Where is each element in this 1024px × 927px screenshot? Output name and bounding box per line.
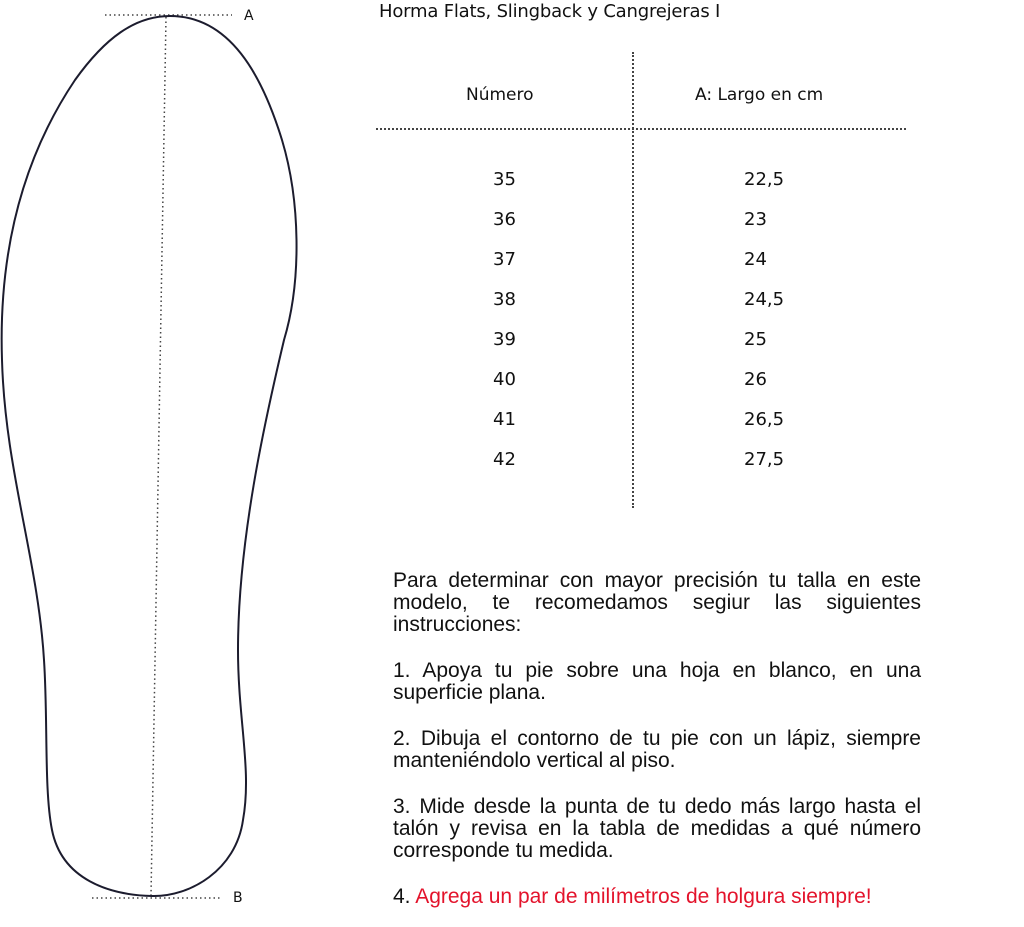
size-table: [376, 52, 906, 508]
header-divider: [376, 128, 906, 130]
header-number: Número: [466, 85, 534, 105]
table-row: [376, 249, 906, 289]
table-row: [376, 169, 906, 209]
table-row: [376, 329, 906, 369]
size-number-cell: 35: [493, 169, 516, 190]
table-row: [376, 209, 906, 249]
instruction-step-2: 2. Dibuja el contorno de tu pie con un lápiz, siempre manteniéndolo vertical al piso.: [393, 727, 921, 772]
table-row: [376, 449, 906, 489]
instructions-intro: Para determinar con mayor precisión tu talla en este modelo, te recomedamos segiur las siguientes instrucciones:: [393, 569, 921, 636]
point-a-label: A: [244, 8, 254, 24]
length-cm-cell: 26,5: [744, 409, 785, 430]
length-axis-line: [151, 17, 166, 896]
instructions: [393, 570, 921, 908]
step-4-number: 4.: [393, 885, 411, 908]
length-cm-cell: 24: [744, 249, 767, 270]
length-cm-cell: 23: [744, 209, 767, 230]
table-row: [376, 409, 906, 449]
page-title: Horma Flats, Slingback y Cangrejeras I: [379, 1, 721, 22]
size-number-cell: 37: [493, 249, 516, 270]
step-4-warning-text: Agrega un par de milímetros de holgura siempre!: [415, 885, 872, 908]
sole-outline-diagram: [0, 0, 340, 927]
instruction-step-4: [393, 886, 921, 908]
length-cm-cell: 27,5: [744, 449, 785, 470]
size-number-cell: 36: [493, 209, 516, 230]
table-row: [376, 289, 906, 329]
size-number-cell: 41: [493, 409, 516, 430]
point-b-label: B: [233, 890, 243, 906]
size-number-cell: 39: [493, 329, 516, 350]
table-row: [376, 369, 906, 409]
length-cm-cell: 25: [744, 329, 767, 350]
header-length: A: Largo en cm: [695, 85, 824, 105]
size-number-cell: 38: [493, 289, 516, 310]
table-body: [376, 169, 906, 489]
length-cm-cell: 22,5: [744, 169, 785, 190]
instruction-step-1: 1. Apoya tu pie sobre una hoja en blanco, en una superficie plana.: [393, 659, 921, 704]
size-number-cell: 42: [493, 449, 516, 470]
length-cm-cell: 26: [744, 369, 767, 390]
size-number-cell: 40: [493, 369, 516, 390]
length-cm-cell: 24,5: [744, 289, 785, 310]
sole-outline: [2, 16, 297, 896]
instruction-step-3: 3. Mide desde la punta de tu dedo más largo hasta el talón y revisa en la tabla de medidas a qué número corresponde tu medida.: [393, 795, 921, 862]
